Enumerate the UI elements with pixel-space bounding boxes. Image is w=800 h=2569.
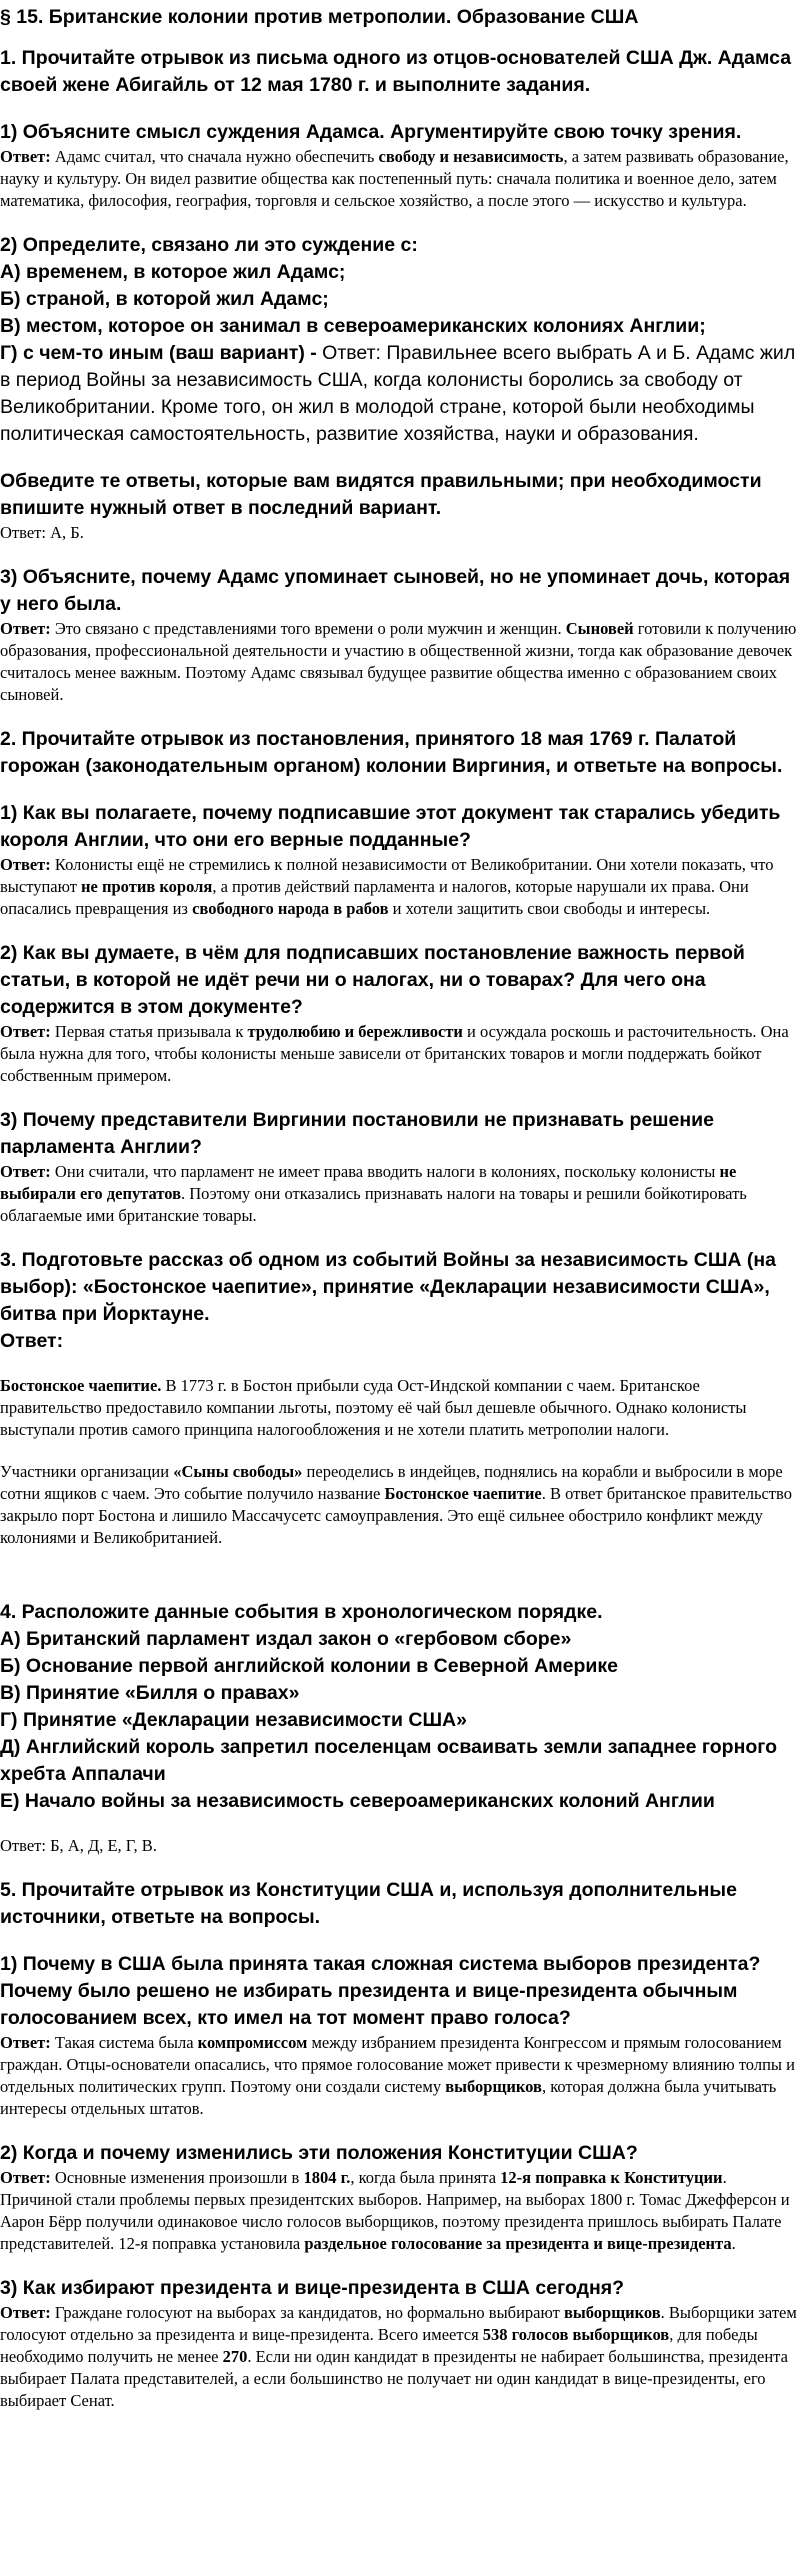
task3-intro: 3. Подготовьте рассказ об одном из событий Войны за независимость США (на выбор): «Бостонское чаепитие», принятие «Декларации независимости США», битва при Йорктауне.: [0, 1249, 777, 1325]
option-g: [0, 340, 800, 448]
answer-emphasis: «Сыны свободы»: [173, 1462, 303, 1481]
option-g-text: Ответ: Правильнее всего выбрать А и Б. Адамс жил в период Войны за независимость США, когда колонисты боролись за свободу от Великобритании. Кроме того, он жил в молодой стране, которой были необходимы политическая самостоятельность, развитие хозяйства, науки и образования.: [0, 342, 796, 445]
answer-emphasis: 1804 г.: [303, 2168, 351, 2187]
option-a: А) временем, в которое жил Адамс;: [0, 261, 346, 283]
task1-answer-3: [0, 618, 800, 706]
answer-text: Участники организации: [0, 1462, 174, 1481]
answer-text: и осуждала роскошь и расточительность. Она была нужна для того, чтобы колонисты меньше зависели от британских товаров и могли поддержать бойкот собственным примером.: [0, 1022, 789, 1085]
answer-text: . Поэтому они отказались признавать налоги на товары и решили бойкотировать облагаемые ими британские товары.: [0, 1184, 747, 1225]
answer-label: Ответ:: [0, 855, 51, 874]
answer-emphasis: не против короля: [81, 877, 213, 896]
task1-question-3: 3) Объясните, почему Адамс упоминает сыновей, но не упоминает дочь, которая у него была.: [0, 566, 791, 615]
answer-label: Ответ:: [0, 2303, 51, 2322]
option-v: В) местом, которое он занимал в североамериканских колониях Англии;: [0, 315, 706, 337]
answer-emphasis: выборщиков: [563, 2303, 661, 2322]
task5-question-2: 2) Когда и почему изменились эти положения Конституции США?: [0, 2142, 638, 2164]
answer-emphasis: Сыновей: [565, 619, 634, 638]
answer-emphasis: 538 голосов выборщиков: [482, 2325, 670, 2344]
task5-question-1: 1) Почему в США была принята такая сложная система выборов президента? Почему было решено не избирать президента и вице-президента обычным голосованием всех, кто имел на тот момент право голоса?: [0, 1953, 761, 2029]
answer-text: , а затем развивать образование, науку и культуру. Он видел развитие общества как постепенный путь: сначала политика и военное дело, затем математика, философия, география, торговля и сельское хозяйство, а после этого — искусство и культура.: [0, 147, 789, 210]
task2-answer-2: [0, 1021, 800, 1087]
task3-paragraph-1: [0, 1375, 800, 1441]
event-d: Д) Английский король запретил поселенцам осваивать земли западнее горного хребта Аппалачи: [0, 1736, 778, 1785]
task5-answer-2: [0, 2167, 800, 2255]
answer-text: готовили к получению образования, профессиональной деятельности и участию в общественной жизни, тогда как образование девочек считалось менее важным. Поэтому Адамс связывал будущее развитие общества именно с образованием своих сыновей.: [0, 619, 797, 704]
task5-question-3: 3) Как избирают президента и вице-президента в США сегодня?: [0, 2277, 625, 2299]
answer-text: . Если ни один кандидат в президенты не набирает большинства, президента выбирает Палата представителей, а если большинство не получает ни один кандидат в вице-президенты, его выбирает Сенат.: [0, 2347, 788, 2410]
task4-answer: Ответ: Б, А, Д, Е, Г, В.: [0, 1836, 157, 1855]
answer-text: , которая должна была учитывать интересы отдельных штатов.: [0, 2077, 777, 2118]
event-b: Б) Основание первой английской колонии в Северной Америке: [0, 1655, 619, 1677]
answer-text: между избранием президента Конгрессом и прямым голосованием граждан. Отцы-основатели опасались, что прямое голосование может привести к чрезмерному влиянию толпы и отдельных политических групп. Поэтому они создали систему: [0, 2033, 795, 2096]
event-g: Г) Принятие «Декларации независимости США»: [0, 1709, 467, 1731]
task4-block: [0, 1599, 800, 1815]
answer-emphasis: выборщиков: [445, 2077, 542, 2096]
answer-emphasis: не выбирали его депутатов: [0, 1162, 737, 1203]
answer-text: В 1773 г. в Бостон прибыли суда Ост-Индской компании с чаем. Британское правительство предоставило компании льготы, поэтому её чай был дешевле обычного. Однако колонисты выступали против самого принципа налогообложения и не хотели платить метрополии налоги.: [0, 1376, 747, 1439]
answer-label: Ответ:: [0, 2033, 51, 2052]
event-a: А) Британский парламент издал закон о «гербовом сборе»: [0, 1628, 572, 1650]
answer-emphasis: трудолюбию и бережливости: [247, 1022, 463, 1041]
answer-text: . Причиной стали проблемы первых президентских выборов. Например, на выборах 1800 г. Томас Джефферсон и Аарон Бёрр получили одинаковое число голосов выборщиков, поэтому президента пришлось выбирать Палате представителей. 12-я поправка установила: [0, 2168, 790, 2253]
task5-intro: 5. Прочитайте отрывок из Конституции США и, используя дополнительные источники, ответьте на вопросы.: [0, 1879, 737, 1928]
answer-text: Адамс считал, что сначала нужно обеспечить: [50, 147, 379, 166]
answer-text: переоделись в индейцев, поднялись на корабли и выбросили в море сотни ящиков с чаем. Это событие получило название: [0, 1462, 783, 1503]
answer-text: и хотели защитить свои свободы и интересы.: [388, 899, 711, 918]
task2-question-3: 3) Почему представители Виргинии постановили не признавать решение парламента Англии?: [0, 1109, 715, 1158]
task4-intro: 4. Расположите данные события в хронологическом порядке.: [0, 1601, 603, 1623]
task1-answer-2: Ответ: А, Б.: [0, 523, 84, 542]
task2-answer-1: [0, 854, 800, 920]
answer-text: , а против действий парламента и налогов, которые нарушали их права. Они опасались превращения из: [0, 877, 749, 918]
answer-emphasis: компромиссом: [197, 2033, 308, 2052]
answer-text: Это связано с представлениями того времени о роли мужчин и женщин.: [50, 619, 566, 638]
answer-text: , когда была принята: [350, 2168, 501, 2187]
task1-answer-1: [0, 146, 800, 212]
page-title: § 15. Британские колонии против метрополии. Образование США: [0, 6, 639, 28]
answer-text: . Выборщики затем голосуют отдельно за президента и вице-президента. Всего имеется: [0, 2303, 797, 2344]
answer-text: Такая система была: [50, 2033, 198, 2052]
task1-intro: 1. Прочитайте отрывок из письма одного из отцов-основателей США Дж. Адамса своей жене Абигайль от 12 мая 1780 г. и выполните задания.: [0, 47, 792, 96]
task2-intro: 2. Прочитайте отрывок из постановления, принятого 18 мая 1769 г. Палатой горожан (законодательным органом) колонии Виргиния, и ответьте на вопросы.: [0, 728, 783, 777]
answer-text: .: [731, 2234, 736, 2253]
task3-paragraph-2: [0, 1461, 800, 1549]
question-line: 2) Определите, связано ли это суждение с:: [0, 234, 418, 256]
answer-emphasis: раздельное голосование за президента и вице-президента: [304, 2234, 732, 2253]
task3-answer-label: Ответ:: [0, 1330, 64, 1352]
answer-label: Ответ:: [0, 619, 51, 638]
event-e: Е) Начало войны за независимость североамериканских колоний Англии: [0, 1790, 715, 1812]
task2-question-1: 1) Как вы полагаете, почему подписавшие этот документ так старались убедить короля Англии, что они его верные подданные?: [0, 802, 781, 851]
answer-text: Граждане голосуют на выборах за кандидатов, но формально выбирают: [50, 2303, 564, 2322]
answer-emphasis: 12-я поправка к Конституции: [500, 2168, 723, 2187]
option-g-label: Г) с чем-то иным (ваш вариант) -: [0, 342, 317, 364]
answer-text: Основные изменения произошли в: [50, 2168, 304, 2187]
answer-label: Ответ:: [0, 1162, 51, 1181]
answer-label: Ответ:: [0, 1022, 51, 1041]
task5-answer-3: [0, 2302, 800, 2412]
option-b: Б) страной, в которой жил Адамс;: [0, 288, 329, 310]
answer-text: Первая статья призывала к: [50, 1022, 248, 1041]
answer-text: Они считали, что парламент не имеет права вводить налоги в колониях, поскольку колонисты: [50, 1162, 720, 1181]
task1-question-2: [0, 232, 800, 448]
task2-question-2: 2) Как вы думаете, в чём для подписавших постановление важность первой статьи, в которой не идёт речи ни о налогах, ни о товарах? Для чего она содержится в этом документе?: [0, 942, 745, 1018]
task1-instruction: Обведите те ответы, которые вам видятся правильными; при необходимости впишите нужный ответ в последний вариант.: [0, 470, 762, 519]
answer-emphasis: Бостонское чаепитие.: [0, 1376, 162, 1395]
answer-label: Ответ:: [0, 2168, 51, 2187]
answer-label: Ответ:: [0, 147, 51, 166]
task1-question-1: 1) Объясните смысл суждения Адамса. Аргументируйте свою точку зрения.: [0, 121, 742, 143]
answer-emphasis: Бостонское чаепитие: [384, 1484, 542, 1503]
answer-text: Колонисты ещё не стремились к полной независимости от Великобритании. Они хотели показать, что выступают: [0, 855, 774, 896]
answer-text: , для победы необходимо получить не менее: [0, 2325, 758, 2366]
event-v: В) Принятие «Билля о правах»: [0, 1682, 300, 1704]
answer-emphasis: свободу и независимость: [378, 147, 564, 166]
task2-answer-3: [0, 1161, 800, 1227]
answer-text: . В ответ британское правительство закрыло порт Бостона и лишило Массачусетс самоуправления. Это ещё сильнее обострило конфликт между колониями и Великобританией.: [0, 1484, 792, 1547]
answer-emphasis: свободного народа в рабов: [192, 899, 389, 918]
answer-emphasis: 270: [222, 2347, 248, 2366]
task5-answer-1: [0, 2032, 800, 2120]
